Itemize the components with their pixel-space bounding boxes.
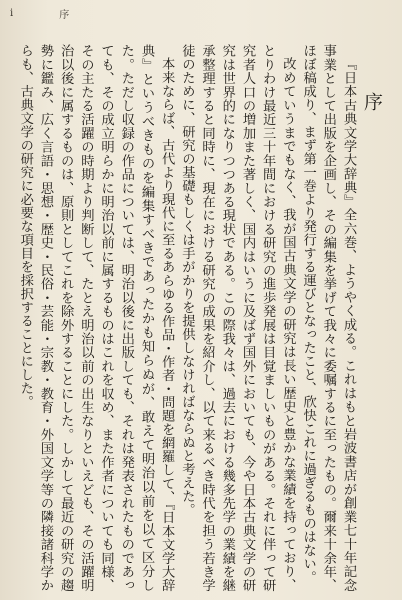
paragraph-2: 改めていうまでもなく、我が国古典文学の研究は長い歴史と豊かな業績を持っており、とりわけ最近三十年間における研究の進歩発展は目覚ましいものがある。それに伴って研究者人口の増加また著しく、国内はいうに及ばず国外においても、今や日本古典文学の研究は世界的になりつつある現状である。この際我々は、過去における幾多先学の業績を継承整理すると同時に、現在における研究の成果を紹介し、以て来るべき時代を担う若き学徒のために、研究の基礎もしくは手がかりを提供しなければならぬと考えた。 (179, 44, 296, 592)
preface-body (15, 44, 358, 592)
section-heading: 序 (361, 92, 383, 113)
paragraph-1: 『日本古典文学大辞典』全六巻、ようやく成る。これはもと岩波書店が創業七十年記念事業として出版を企画し、その編集を挙げて我々に委嘱するに至ったもの。爾来十余年、ほぼ稿成り、まず第一巻より発行する運びとなったこと、欣快これに過ぎるものはない。 (300, 44, 356, 592)
paragraph-3: 本来ならば、古代より現代に至るあらゆる作品・作者・問題を網羅して、『日本文学大辞典』というべきものを編集すべきであったかも知らぬが、敢えて明治以前を以て区分した。ただし収録の作品については、明治以後に出版しても、それは発表されたものであっても、その成立明らかに明治以前に属するものはこれを収め、また作者についても同様、その主たる活躍の時期より判断して、たとえ明治以前の出生なりといえども、その活躍明治以後に属するものは、原則としてこれを除外することにした。しかして最近の研究の趨勢に鑑み、広く言語・思想・歴史・民俗・芸能・宗教・教育・外国文学等の隣接諸科学からも、古典文学の研究に必要な項目を採択することにした。 (17, 44, 175, 592)
page-number: i (10, 8, 14, 19)
running-title: 序 (59, 10, 70, 21)
running-head (10, 6, 69, 21)
